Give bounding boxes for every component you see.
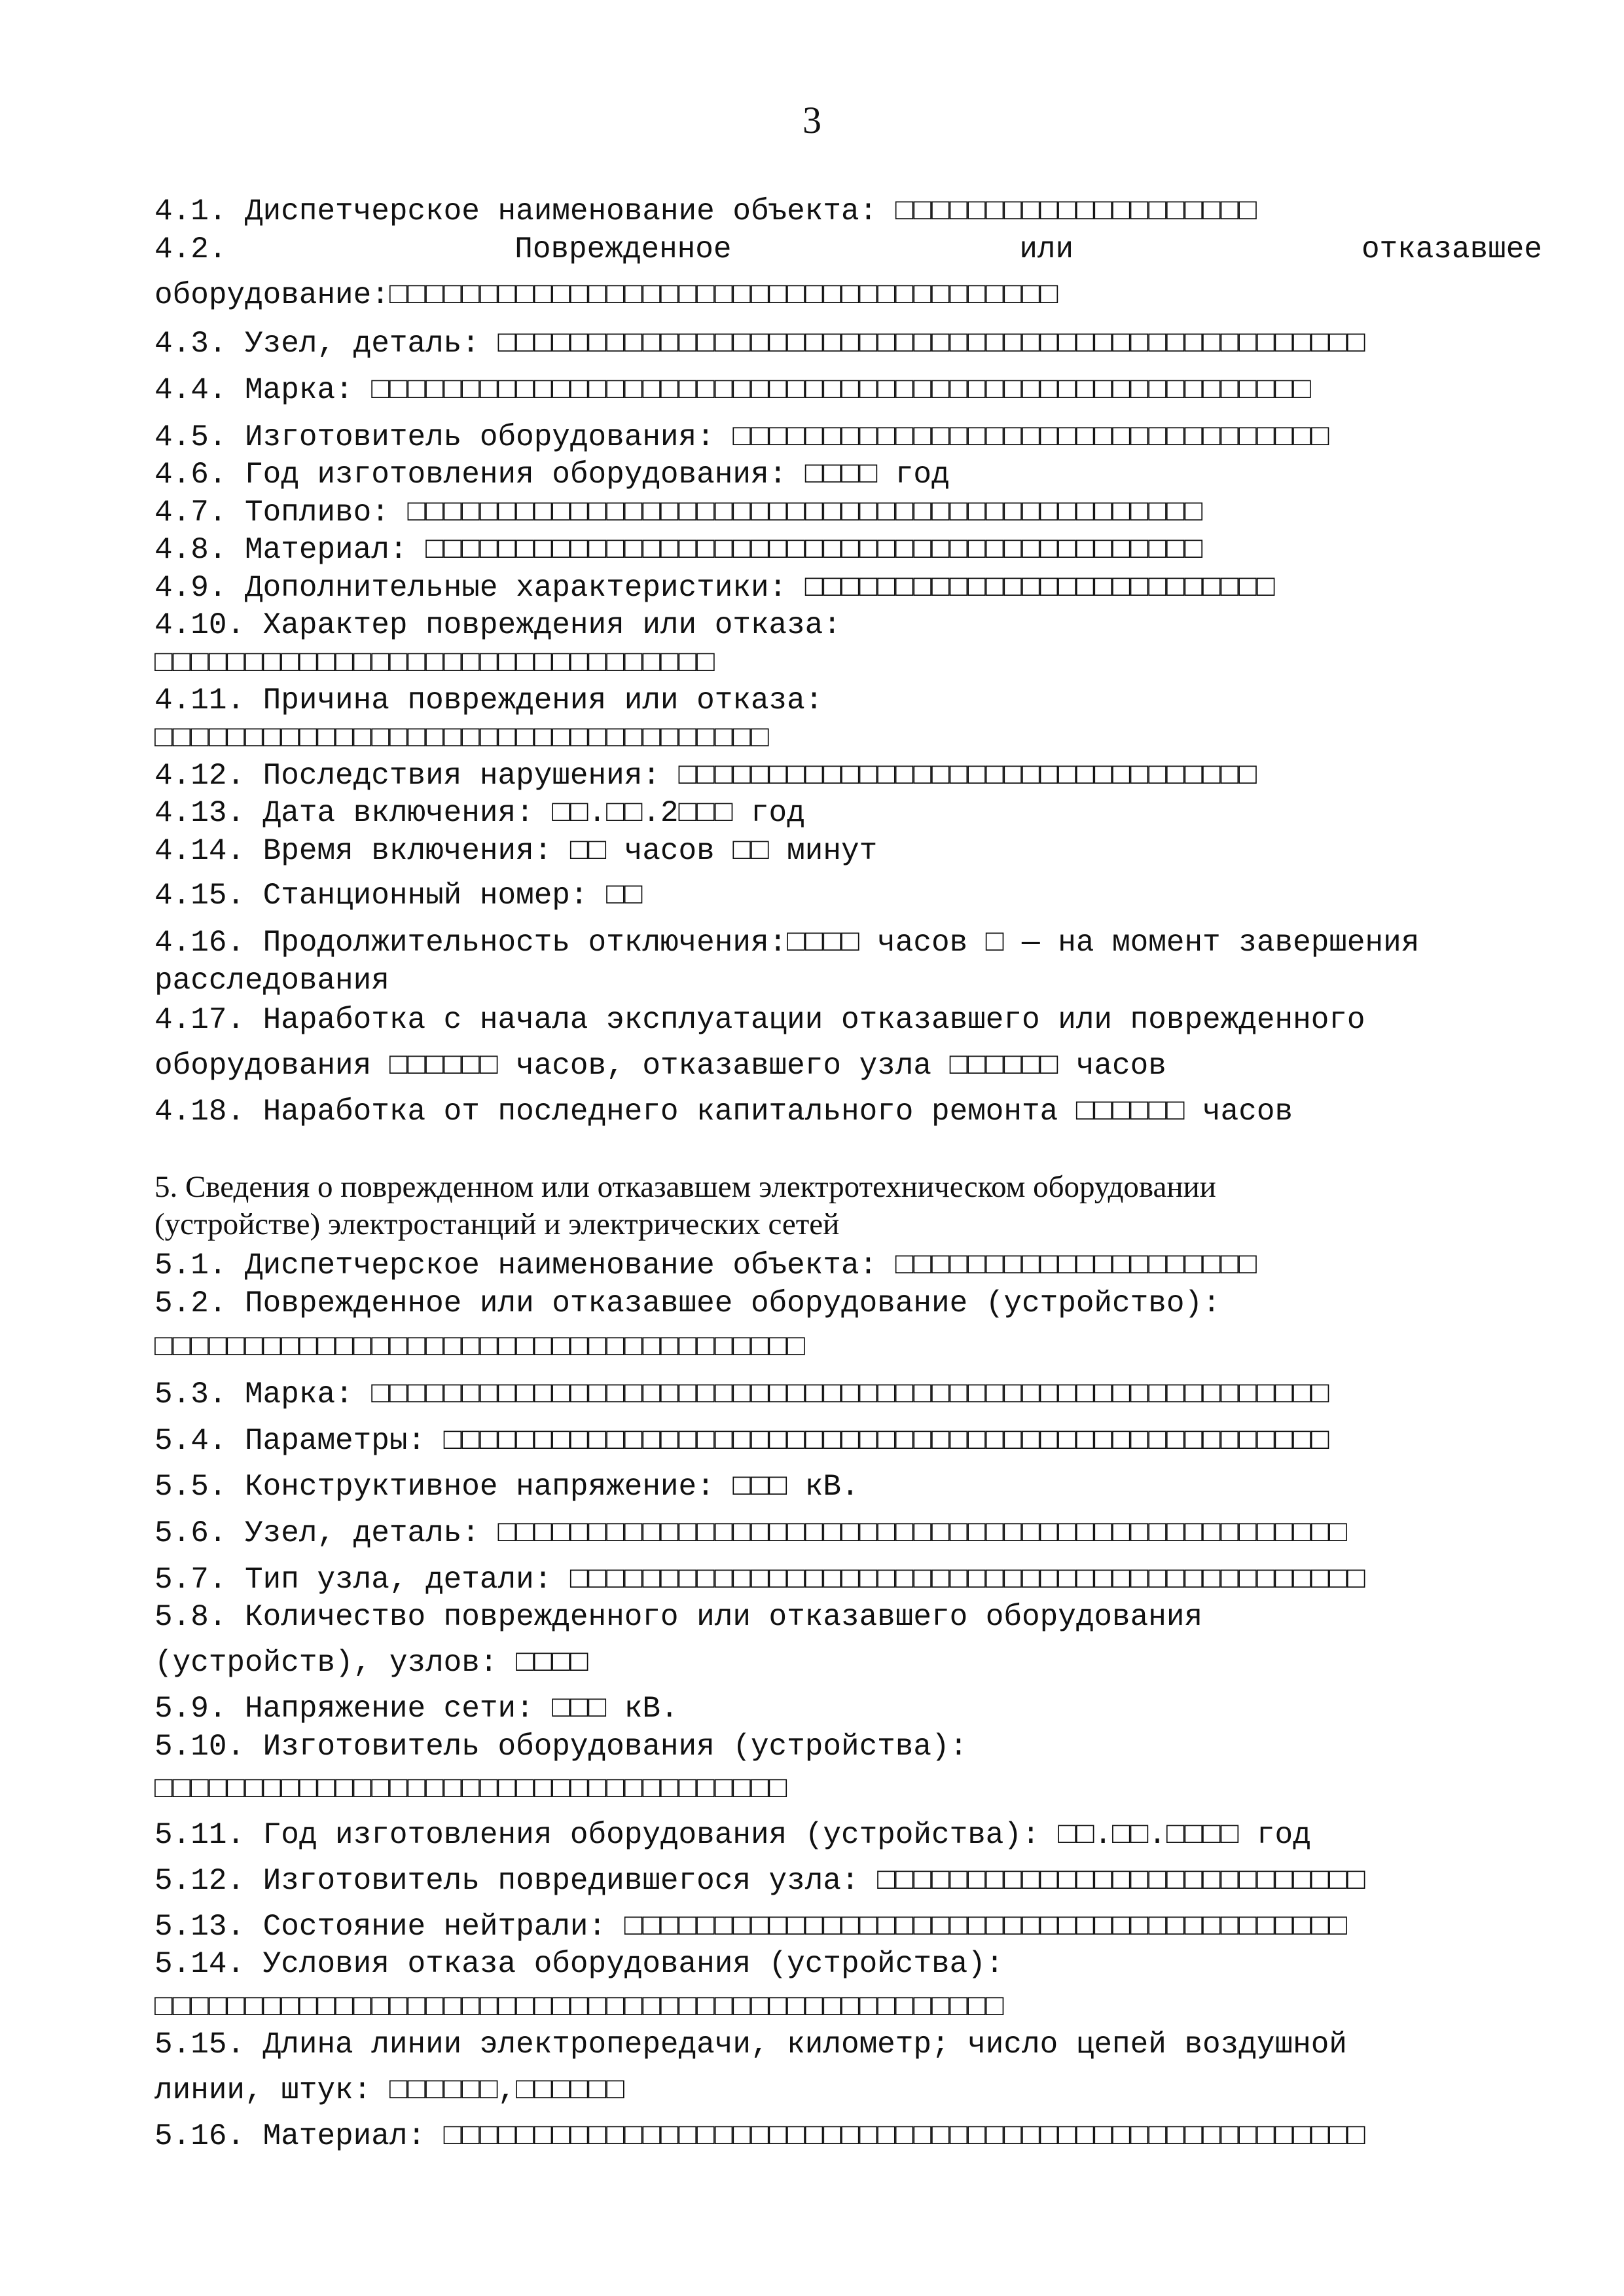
item-5-14-value: □□□□□□□□□□□□□□□□□□□□□□□□□□□□□□□□□□□□□□□□□□□□□□□ — [154, 1990, 1004, 2024]
item-4-2-equipment: оборудование:□□□□□□□□□□□□□□□□□□□□□□□□□□□□□□□□□□□□□ — [154, 278, 1058, 312]
item-4-15: 4.15. Станционный номер: □□ — [154, 879, 643, 913]
section-5-title-cont: (устройстве) электростанций и электрических сетей — [154, 1207, 840, 1241]
item-5-9: 5.9. Напряжение сети: □□□ кВ. — [154, 1692, 679, 1726]
item-4-1: 4.1. Диспетчерское наименование объекта: □□□□□□□□□□□□□□□□□□□□ — [154, 194, 1257, 228]
item-4-2-word-failed: отказавшее — [1361, 232, 1542, 266]
item-5-1: 5.1. Диспетчерское наименование объекта: □□□□□□□□□□□□□□□□□□□□ — [154, 1248, 1257, 1283]
item-5-4: 5.4. Параметры: □□□□□□□□□□□□□□□□□□□□□□□□□□□□□□□□□□□□□□□□□□□□□□□□□ — [154, 1424, 1329, 1458]
item-5-6: 5.6. Узел, деталь: □□□□□□□□□□□□□□□□□□□□□□□□□□□□□□□□□□□□□□□□□□□□□□□ — [154, 1516, 1347, 1550]
item-4-11: 4.11. Причина повреждения или отказа: — [154, 683, 823, 718]
item-4-16: 4.16. Продолжительность отключения:□□□□ часов □ — на момент завершения — [154, 926, 1420, 960]
item-4-7: 4.7. Топливо: □□□□□□□□□□□□□□□□□□□□□□□□□□□□□□□□□□□□□□□□□□□□ — [154, 496, 1203, 530]
section-5-title: 5. Сведения о поврежденном или отказавшем электротехническом оборудовании — [154, 1170, 1216, 1204]
item-5-2-value: □□□□□□□□□□□□□□□□□□□□□□□□□□□□□□□□□□□□ — [154, 1330, 805, 1364]
item-4-4: 4.4. Марка: □□□□□□□□□□□□□□□□□□□□□□□□□□□□□□□□□□□□□□□□□□□□□□□□□□□□ — [154, 373, 1311, 407]
item-5-8: 5.8. Количество поврежденного или отказавшего оборудования — [154, 1600, 1203, 1634]
item-5-12: 5.12. Изготовитель повредившегося узла: □□□□□□□□□□□□□□□□□□□□□□□□□□□ — [154, 1864, 1365, 1898]
item-4-17: 4.17. Наработка с начала эксплуатации отказавшего или поврежденного — [154, 1003, 1365, 1037]
item-5-7: 5.7. Тип узла, детали: □□□□□□□□□□□□□□□□□□□□□□□□□□□□□□□□□□□□□□□□□□□□ — [154, 1563, 1365, 1597]
item-4-16-cont: расследования — [154, 964, 389, 998]
item-4-17-cont: оборудования □□□□□□ часов, отказавшего узла □□□□□□ часов — [154, 1049, 1166, 1083]
item-4-10-value: □□□□□□□□□□□□□□□□□□□□□□□□□□□□□□□ — [154, 646, 715, 680]
item-5-2: 5.2. Поврежденное или отказавшее оборудование (устройство): — [154, 1286, 1221, 1321]
item-4-3: 4.3. Узел, деталь: □□□□□□□□□□□□□□□□□□□□□□□□□□□□□□□□□□□□□□□□□□□□□□□□ — [154, 327, 1365, 361]
item-4-5: 4.5. Изготовитель оборудования: □□□□□□□□□□□□□□□□□□□□□□□□□□□□□□□□□ — [154, 420, 1329, 454]
item-4-10: 4.10. Характер повреждения или отказа: — [154, 608, 841, 642]
item-5-14: 5.14. Условия отказа оборудования (устройства): — [154, 1947, 1004, 1981]
item-5-10: 5.10. Изготовитель оборудования (устройства): — [154, 1730, 968, 1764]
item-4-2-word-or: или — [1019, 232, 1074, 266]
item-5-16: 5.16. Материал: □□□□□□□□□□□□□□□□□□□□□□□□□□□□□□□□□□□□□□□□□□□□□□□□□□□ — [154, 2119, 1365, 2153]
item-4-18: 4.18. Наработка от последнего капитального ремонта □□□□□□ часов — [154, 1095, 1293, 1129]
item-4-2-number: 4.2. — [154, 232, 227, 266]
item-5-5: 5.5. Конструктивное напряжение: □□□ кВ. — [154, 1470, 859, 1504]
item-5-15: 5.15. Длина линии электропередачи, километр; число цепей воздушной — [154, 2028, 1347, 2062]
page-number: 3 — [803, 99, 821, 141]
item-4-11-value: □□□□□□□□□□□□□□□□□□□□□□□□□□□□□□□□□□ — [154, 721, 769, 756]
item-5-13: 5.13. Состояние нейтрали: □□□□□□□□□□□□□□□□□□□□□□□□□□□□□□□□□□□□□□□□ — [154, 1910, 1347, 1944]
item-4-2-word-damaged: Поврежденное — [514, 232, 732, 266]
item-4-14: 4.14. Время включения: □□ часов □□ минут — [154, 834, 878, 868]
item-4-2-heading — [154, 231, 1542, 268]
item-4-9: 4.9. Дополнительные характеристики: □□□□□□□□□□□□□□□□□□□□□□□□□□ — [154, 571, 1275, 605]
item-5-15-cont: линии, штук: □□□□□□,□□□□□□ — [154, 2073, 624, 2107]
item-4-6: 4.6. Год изготовления оборудования: □□□□ год — [154, 458, 950, 492]
item-5-10-value: □□□□□□□□□□□□□□□□□□□□□□□□□□□□□□□□□□□ — [154, 1772, 787, 1806]
item-4-13: 4.13. Дата включения: □□.□□.2□□□ год — [154, 796, 805, 830]
item-4-12: 4.12. Последствия нарушения: □□□□□□□□□□□□□□□□□□□□□□□□□□□□□□□□ — [154, 759, 1257, 793]
item-4-8: 4.8. Материал: □□□□□□□□□□□□□□□□□□□□□□□□□□□□□□□□□□□□□□□□□□□ — [154, 533, 1203, 567]
item-5-11: 5.11. Год изготовления оборудования (устройства): □□.□□.□□□□ год — [154, 1818, 1311, 1852]
item-5-8-cont: (устройств), узлов: □□□□ — [154, 1646, 588, 1680]
item-5-3: 5.3. Марка: □□□□□□□□□□□□□□□□□□□□□□□□□□□□□□□□□□□□□□□□□□□□□□□□□□□□□ — [154, 1377, 1329, 1412]
